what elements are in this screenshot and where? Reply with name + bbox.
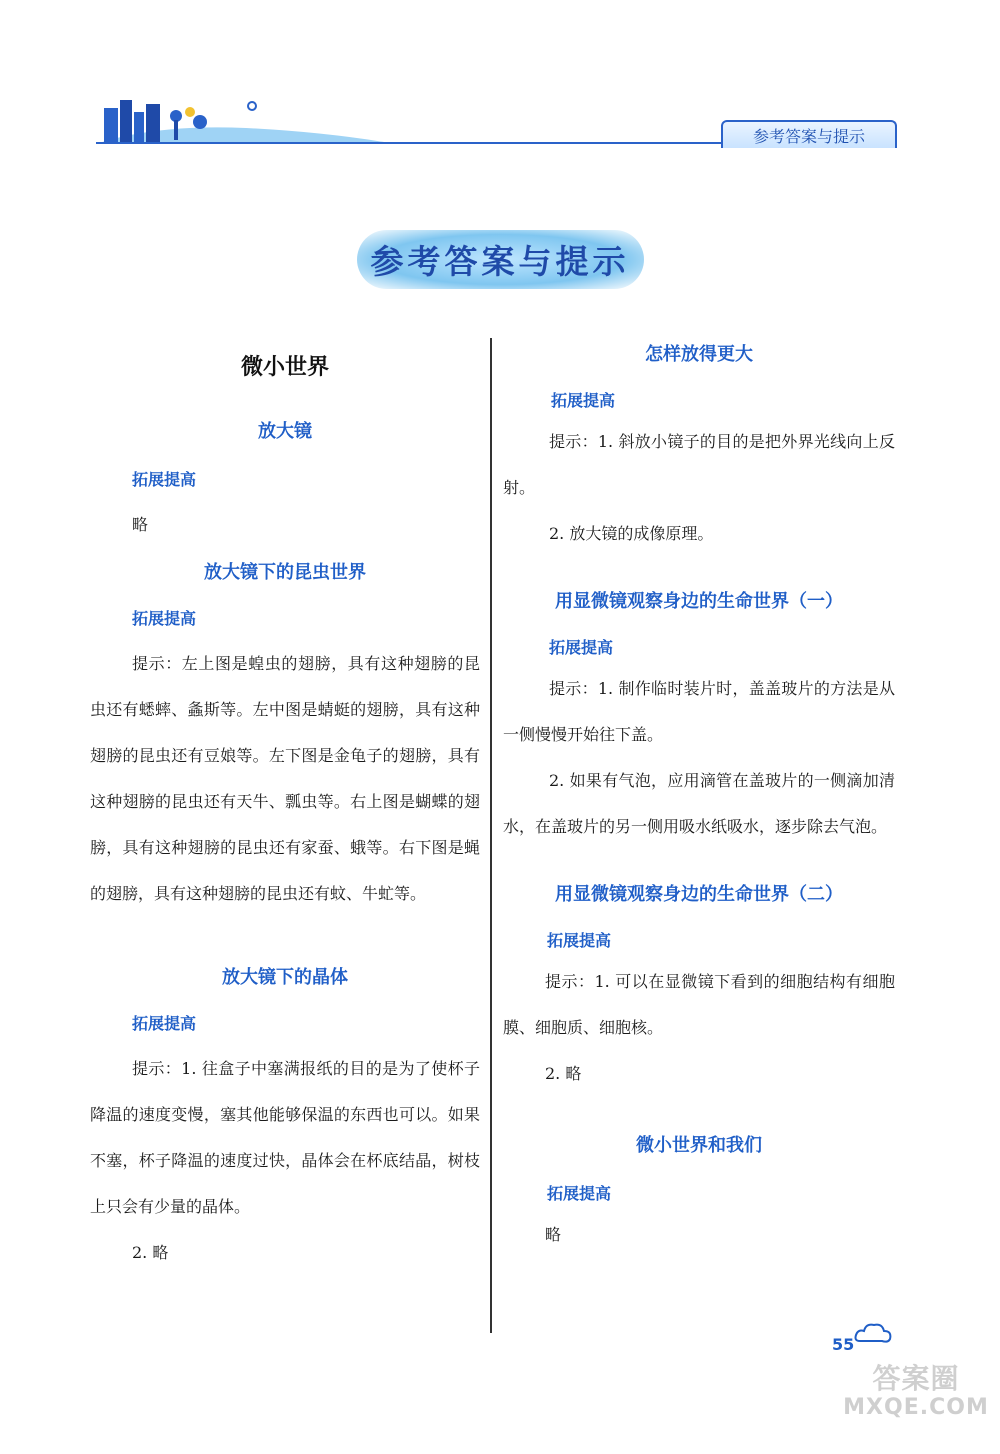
section-heading: 放大镜 xyxy=(258,421,312,442)
answer-text: 提示：1. 斜放小镜子的目的是把外界光线向上反射。 xyxy=(503,432,895,497)
watermark-url: MXQE.COM xyxy=(843,1395,989,1420)
subsection-heading: 拓展提高 xyxy=(132,609,197,628)
answer-text: 提示：1. 可以在显微镜下看到的细胞结构有细胞膜、细胞质、细胞核。 xyxy=(503,972,895,1037)
page-title xyxy=(0,230,1000,289)
page-number: 55 xyxy=(832,1335,855,1354)
header-tab-label: 参考答案与提示 xyxy=(721,120,897,148)
section-heading: 微小世界和我们 xyxy=(636,1135,762,1156)
answer-text: 提示：左上图是蝗虫的翅膀，具有这种翅膀的昆虫还有蟋蟀、螽斯等。左中图是蜻蜓的翅膀，具有这种翅膀的昆虫还有豆娘等。左下图是金龟子的翅膀，具有这种翅膀的昆虫还有天牛、瓢虫等。右上图是蝴蝶的翅膀，具有这种翅膀的昆虫还有家蚕、蛾等。右下图是蝇的翅膀，具有这种翅膀的昆虫还有蚊、牛虻等。 xyxy=(90,654,480,903)
answer-text: 2. 放大镜的成像原理。 xyxy=(549,524,714,543)
answer-text: 2. 略 xyxy=(132,1243,169,1262)
watermark: 答案圈 xyxy=(872,1362,960,1395)
section-heading: 放大镜下的昆虫世界 xyxy=(204,562,366,583)
page-header xyxy=(96,94,904,154)
section-heading: 用显微镜观察身边的生命世界（一） xyxy=(555,591,843,612)
page-footer xyxy=(832,1335,1000,1435)
answer-text: 提示：1. 制作临时装片时，盖盖玻片的方法是从一侧慢慢开始往下盖。 xyxy=(503,679,895,744)
section-heading: 怎样放得更大 xyxy=(645,344,753,365)
left-column xyxy=(90,350,480,1276)
subsection-heading: 拓展提高 xyxy=(132,470,197,489)
subsection-heading: 拓展提高 xyxy=(547,1184,612,1203)
subsection-heading: 拓展提高 xyxy=(549,638,614,657)
header-rule xyxy=(96,142,721,144)
answer-text: 2. 略 xyxy=(545,1064,582,1083)
cloud-icon xyxy=(854,1321,894,1347)
answer-text: 略 xyxy=(132,515,149,534)
section-heading: 放大镜下的晶体 xyxy=(222,967,348,988)
subsection-heading: 拓展提高 xyxy=(132,1014,197,1033)
answer-text: 略 xyxy=(545,1225,562,1244)
subsection-heading: 拓展提高 xyxy=(551,391,616,410)
right-column xyxy=(503,340,895,1258)
page-title-text: 参考答案与提示 xyxy=(357,230,644,289)
subsection-heading: 拓展提高 xyxy=(547,931,612,950)
answer-text: 提示：1. 往盒子中塞满报纸的目的是为了使杯子降温的速度变慢，塞其他能够保温的东西也可以。如果不塞，杯子降温的速度过快，晶体会在杯底结晶，树枝上只会有少量的晶体。 xyxy=(90,1059,480,1216)
column-divider xyxy=(490,338,492,1333)
chapter-heading: 微小世界 xyxy=(240,355,329,380)
section-heading: 用显微镜观察身边的生命世界（二） xyxy=(555,884,843,905)
answer-text: 2. 如果有气泡，应用滴管在盖玻片的一侧滴加清水，在盖玻片的另一侧用吸水纸吸水，逐步除去气泡。 xyxy=(503,771,895,836)
